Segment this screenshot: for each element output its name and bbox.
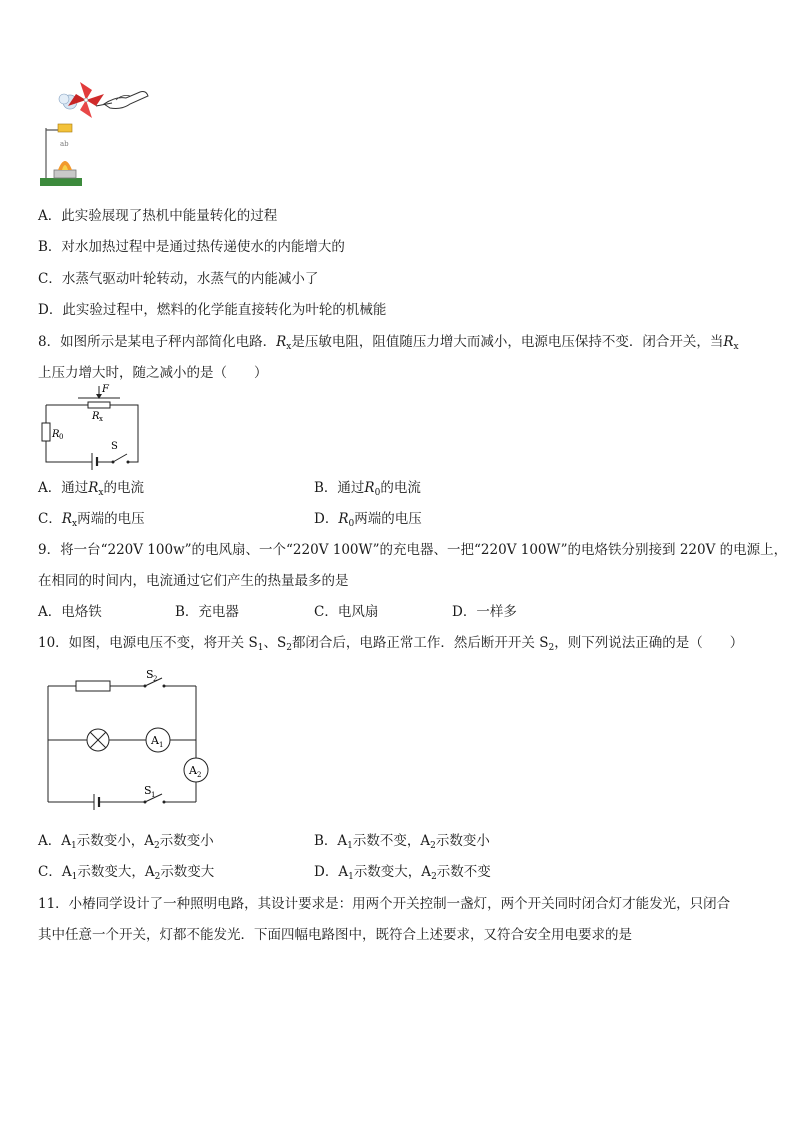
- q8-stem-line2: 上压力增大时，随之减小的是（ ）: [38, 365, 268, 381]
- q8-option-c: C．$R_x$两端的电压: [38, 511, 145, 529]
- q10-fig-label-a2-sub: 2: [197, 771, 202, 779]
- q9-option-b: B．充电器: [175, 604, 239, 620]
- q8-fig-label-r0: R: [52, 429, 60, 440]
- q8-fig-label-s: S: [111, 441, 118, 452]
- q10-option-b: B．$A_1$示数不变，$A_2$示数变小: [314, 833, 490, 851]
- q10-fig-label-a1-sub: 1: [159, 741, 164, 749]
- q8-fig-label-rx: R: [92, 411, 100, 422]
- q8-stem-line1: 8．如图所示是某电子秤内部简化电路．$R_x$是压敏电阻，阻值随压力增大而减小，电源电压保持不变．闭合开关，当$R_x$: [38, 334, 739, 352]
- q8-fig-label-rx-sub: x: [99, 415, 103, 423]
- q9-stem-line2: 在相同的时间内，电流通过它们产生的热量最多的是: [38, 573, 349, 589]
- q10-option-a: A．$A_1$示数变小，$A_2$示数变小: [38, 833, 214, 851]
- q10-option-d: D．$A_1$示数变大，$A_2$示数不变: [314, 864, 491, 882]
- q10-stem: 10．如图，电源电压不变，将开关 $S_1$、$S_2$都闭合后，电路正常工作．然后断开开关 $S_2$，则下列说法正确的是（ ）: [38, 635, 744, 653]
- q9-option-d: D．一样多: [452, 604, 517, 620]
- q11-stem-line2: 其中任意一个开关，灯都不能发光．下面四幅电路图中，既符合上述要求，又符合安全用电要求的是: [38, 927, 632, 943]
- q10-fig-label-a1: A: [151, 734, 159, 747]
- q7-option-a: A．此实验展现了热机中能量转化的过程: [38, 208, 278, 224]
- q10-fig-label-s1-sub: 1: [151, 791, 156, 799]
- q8-option-b: B．通过$R_0$的电流: [314, 480, 421, 498]
- q9-stem-line1: 9．将一台“220V 100w”的电风扇、一个“220V 100W”的充电器、一把“220V 100W”的电烙铁分别接到 220V 的电源上，: [38, 542, 788, 558]
- q10-fig-label-s2-sub: 2: [153, 675, 158, 683]
- q9-option-c: C．电风扇: [314, 604, 379, 620]
- q10-fig-label-a2: A: [189, 764, 197, 777]
- q7-option-b: B．对水加热过程中是通过热传递使水的内能增大的: [38, 239, 345, 255]
- q11-stem-line1: 11．小椿同学设计了一种照明电路，其设计要求是：用两个开关控制一盏灯，两个开关同时闭合灯才能发光，只闭合: [38, 896, 731, 912]
- q7-option-d: D．此实验过程中，燃料的化学能直接转化为叶轮的机械能: [38, 302, 387, 318]
- q10-fig-label-s1: S: [144, 784, 152, 797]
- svg-text:ab: ab: [60, 140, 69, 148]
- q8-option-a: A．通过$R_x$的电流: [38, 480, 144, 498]
- q10-option-c: C．$A_1$示数变大，$A_2$示数变大: [38, 864, 215, 882]
- q8-fig-label-r0-sub: 0: [59, 433, 64, 441]
- q8-option-d: D．$R_0$两端的电压: [314, 511, 422, 529]
- q7-option-c: C．水蒸气驱动叶轮转动，水蒸气的内能减小了: [38, 271, 319, 287]
- q9-option-a: A．电烙铁: [38, 604, 102, 620]
- q8-fig-label-f: F: [102, 384, 109, 395]
- q10-fig-label-s2: S: [146, 668, 154, 681]
